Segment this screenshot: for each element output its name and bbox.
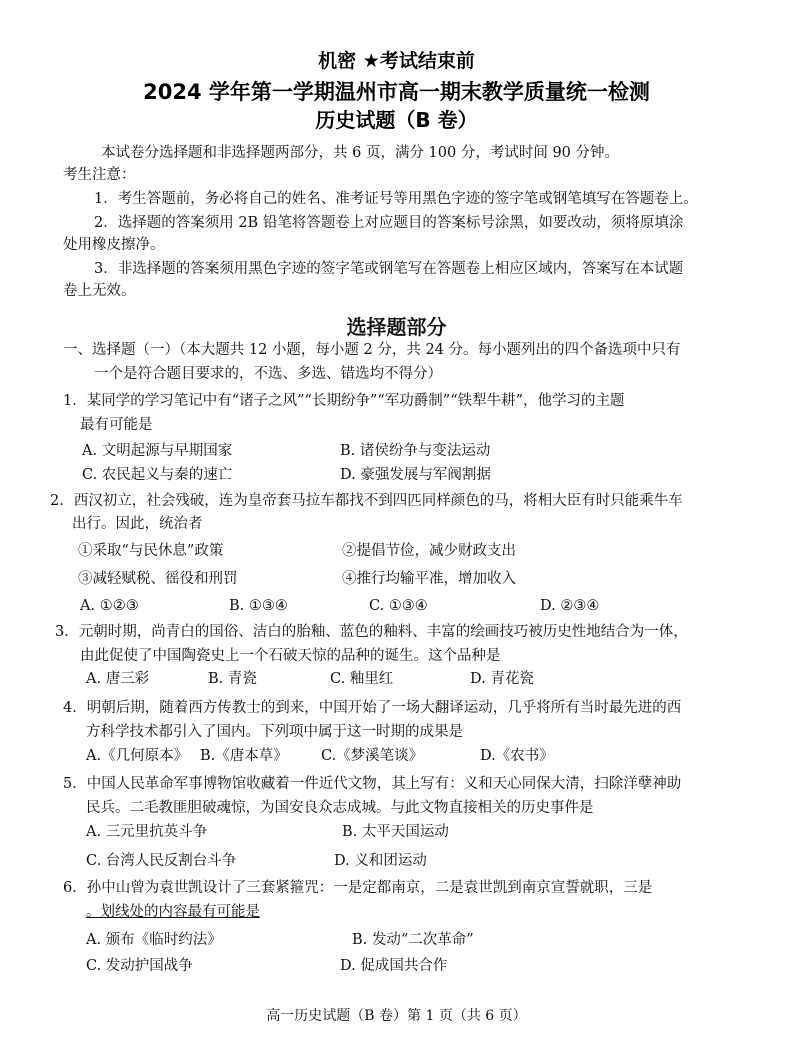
q3-option-d: D. 青花瓷 xyxy=(470,671,534,687)
q6-option-c: C. 发动护国战争 xyxy=(86,958,193,974)
q5-stem-cont: 民兵。二毛教匪胆破魂惊，为国安良众志成城。与此文物直接相关的历史事件是 xyxy=(86,800,594,816)
notice-item-2: 2．选择题的答案须用 2B 铅笔将答题卷上对应题目的答案标号涂黑，如要改动，须将原填涂 xyxy=(94,215,684,231)
q3-option-c: C. 釉里红 xyxy=(330,671,394,687)
notice-item-3-cont: 卷上无效。 xyxy=(63,283,136,299)
q5-stem: 5．中国人民革命军事博物馆收藏着一件近代文物，其上写有：义和天心同保大清，扫除洋孽神助 xyxy=(63,776,682,792)
exam-title: 2024 学年第一学期温州市高一期末教学质量统一检测 xyxy=(143,80,650,104)
q4-option-d: D.《农书》 xyxy=(480,748,554,764)
q2-statement-3: ③减轻赋税、徭役和刑罚 xyxy=(78,571,238,587)
q6-option-b: B. 发动“二次革命” xyxy=(352,932,474,948)
q3-option-b: B. 青瓷 xyxy=(208,671,257,687)
q3-stem-cont: 由此促使了中国陶瓷史上一个石破天惊的品种的诞生。这个品种是 xyxy=(80,648,501,664)
part1-instructions: 一、选择题（一）（本大题共 12 小题，每小题 2 分，共 24 分。每小题列出的四个备选项中只有 xyxy=(63,342,681,358)
q5-option-c: C. 台湾人民反割台斗争 xyxy=(86,853,237,869)
q2-option-c: C. ①③④ xyxy=(369,598,428,614)
q2-statement-1: ①采取“与民休息”政策 xyxy=(78,543,224,559)
q2-option-a: A. ①②③ xyxy=(80,598,139,614)
q2-statement-2: ②提倡节俭，减少财政支出 xyxy=(342,543,516,559)
q6-stem-cont xyxy=(86,902,260,922)
notice-item-2-cont: 处用橡皮擦净。 xyxy=(63,237,165,253)
q6-stem: 6．孙中山曾为袁世凯设计了三套紧箍咒：一是定都南京，二是袁世凯到南京宣誓就职，三是 xyxy=(63,880,653,896)
q5-option-a: A. 三元里抗英斗争 xyxy=(86,824,208,840)
q5-option-b: B. 太平天国运动 xyxy=(342,824,449,840)
q5-option-d: D. 义和团运动 xyxy=(334,853,427,869)
q1-stem-cont: 最有可能是 xyxy=(80,417,153,433)
q6-underlined-text: 划线处的内容最有可能是 xyxy=(100,904,260,920)
q4-option-a: A.《几何原本》 xyxy=(86,748,189,764)
q2-statement-4: ④推行均输平准，增加收入 xyxy=(342,571,516,587)
q4-option-b: B.《唐本草》 xyxy=(200,748,288,764)
q3-stem: 3．元朝时期，尚青白的国俗、洁白的胎釉、蓝色的釉料、丰富的绘画技巧被历史性地结合为一体， xyxy=(55,624,688,640)
confidential-label: 机密 ★考试结束前 xyxy=(318,50,475,72)
intro-text: 本试卷分选择题和非选择题两部分，共 6 页，满分 100 分，考试时间 90 分钟。 xyxy=(101,145,620,161)
q1-option-a: A. 文明起源与早期国家 xyxy=(82,443,233,459)
q2-stem-cont: 出行。因此，统治者 xyxy=(72,516,203,532)
notice-item-3: 3．非选择题的答案须用黑色字迹的签字笔或钢笔写在答题卷上相应区域内，答案写在本试题 xyxy=(94,261,684,277)
q6-option-d: D. 促成国共合作 xyxy=(340,958,448,974)
q3-option-a: A. 唐三彩 xyxy=(86,671,150,687)
q1-option-b: B. 诸侯纷争与变法运动 xyxy=(340,443,491,459)
q1-option-d: D. 豪强发展与军阀割据 xyxy=(340,467,491,483)
q6-option-a: A. 颁布《临时约法》 xyxy=(86,932,222,948)
q4-stem: 4．明朝后期，随着西方传教士的到来，中国开始了一场大翻译运动，几乎将所有当时最先进的西 xyxy=(63,700,682,716)
part1-instructions-cont: 一个是符合题目要求的，不选、多选、错选均不得分） xyxy=(94,366,442,382)
q6-blank: 。 xyxy=(86,904,101,920)
q2-option-d: D. ②③④ xyxy=(540,598,600,614)
notice-item-1: 1．考生答题前，务必将自己的姓名、准考证号等用黑色字迹的签字笔或钢笔填写在答题卷上。 xyxy=(94,191,698,207)
notice-title: 考生注意： xyxy=(63,167,136,183)
page-footer: 高一历史试题（B 卷）第 1 页（共 6 页） xyxy=(266,1008,527,1024)
q4-stem-cont: 方科学技术都引入了国内。下列项中属于这一时期的成果是 xyxy=(86,724,463,740)
q2-stem: 2．西汉初立，社会残破，连为皇帝套马拉车都找不到四匹同样颜色的马，将相大臣有时只能乘牛车 xyxy=(50,493,683,509)
q1-stem: 1．某同学的学习笔记中有“诸子之风”“长期纷争”“军功爵制”“铁犁牛耕”，他学习的主题 xyxy=(63,393,625,409)
exam-subtitle: 历史试题（B 卷） xyxy=(315,108,478,132)
q2-option-b: B. ①③④ xyxy=(229,598,288,614)
section-title: 选择题部分 xyxy=(346,315,447,339)
q1-option-c: C. 农民起义与秦的速亡 xyxy=(82,467,233,483)
q4-option-c: C.《梦溪笔谈》 xyxy=(321,748,424,764)
